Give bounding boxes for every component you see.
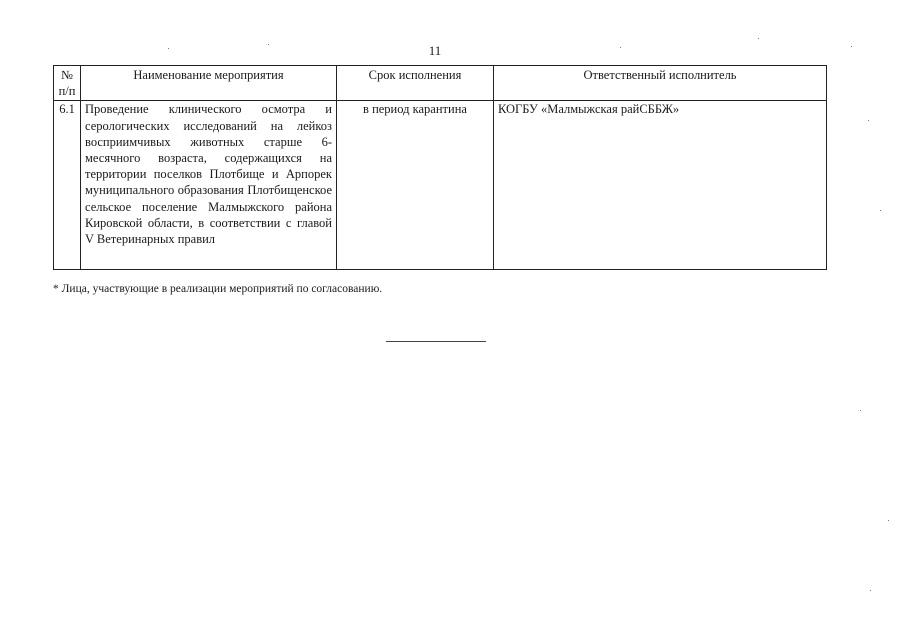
scan-speck — [868, 120, 869, 121]
scan-speck — [860, 410, 861, 411]
header-responsible: Ответственный исполнитель — [494, 66, 827, 101]
measures-table — [53, 65, 827, 270]
footnote: * Лица, участвующие в реализации мероприятий по согласованию. — [53, 283, 383, 295]
row-term: в период карантина — [337, 101, 494, 270]
scan-speck — [268, 44, 269, 45]
page-number: 11 — [428, 43, 442, 58]
scan-speck — [758, 38, 759, 39]
row-num: 6.1 — [54, 101, 81, 270]
scan-speck — [851, 46, 852, 47]
scan-speck — [870, 590, 871, 591]
header-num: № п/п — [54, 66, 81, 101]
separator-line — [386, 341, 486, 342]
row-responsible: КОГБУ «Малмыжская райСББЖ» — [494, 101, 827, 270]
table-row — [54, 101, 827, 270]
scan-speck — [620, 47, 621, 48]
table-header-row — [54, 66, 827, 101]
scan-speck — [888, 520, 889, 521]
row-name: Проведение клинического осмотра и серологических исследований на лейкоз восприимчивых животных старше 6-месячного возраста, содержащихся на территории поселков Плотбище и Арпорек муниципального образования Плотбищенское сельское поселение Малмыжского района Кировской области, в соответствии с главой V Ветеринарных правил — [81, 101, 337, 270]
scan-speck — [168, 48, 169, 49]
scan-speck — [880, 210, 881, 211]
header-name: Наименование мероприятия — [81, 66, 337, 101]
header-term: Срок исполнения — [337, 66, 494, 101]
